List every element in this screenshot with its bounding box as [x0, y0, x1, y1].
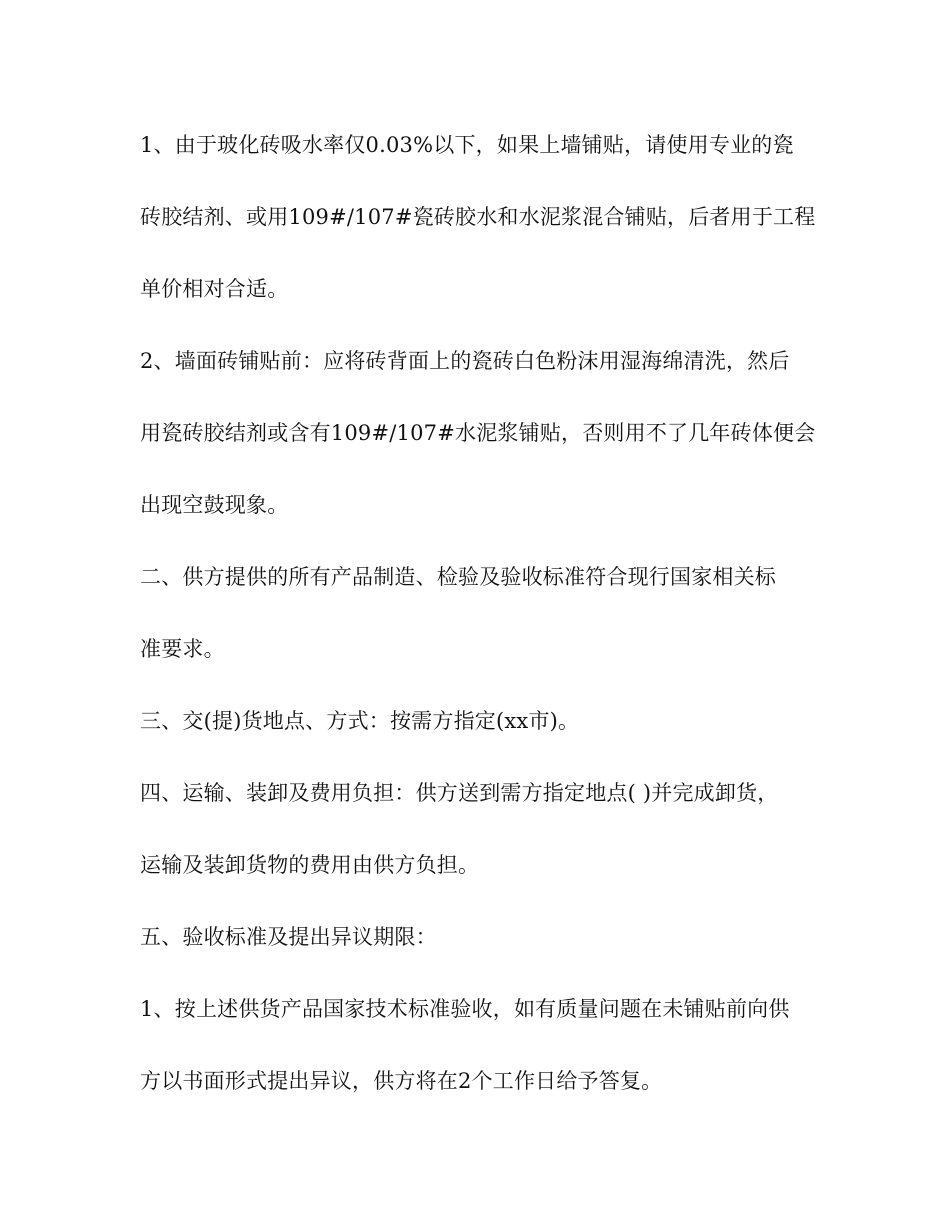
text-line: 三、交(提)货地点、方式：按需方指定(xx市)。	[140, 709, 580, 733]
text-line: 2、墙面砖铺贴前：应将砖背面上的瓷砖白色粉沫用湿海绵清洗，然后	[140, 349, 790, 373]
text-line: 方以书面形式提出异议，供方将在2个工作日给予答复。	[140, 1069, 663, 1093]
text-line: 四、运输、装卸及费用负担：供方送到需方指定地点( )并完成卸货，	[140, 781, 779, 805]
text-line: 运输及装卸货物的费用由供方负担。	[140, 853, 480, 877]
text-line: 单价相对合适。	[140, 277, 289, 301]
text-line: 出现空鼓现象。	[140, 493, 289, 517]
text-line: 砖胶结剂、或用109#/107#瓷砖胶水和水泥浆混合铺贴，后者用于工程	[140, 205, 816, 229]
text-line: 五、验收标准及提出异议期限：	[140, 925, 437, 949]
text-line: 准要求。	[140, 637, 225, 661]
text-line: 用瓷砖胶结剂或含有109#/107#水泥浆铺贴，否则用不了几年砖体便会	[140, 421, 816, 445]
text-line: 1、按上述供货产品国家技术标准验收，如有质量问题在未铺贴前向供	[140, 997, 790, 1021]
text-line: 1、由于玻化砖吸水率仅0.03%以下，如果上墙铺贴，请使用专业的瓷	[140, 133, 794, 157]
text-line: 二、供方提供的所有产品制造、检验及验收标准符合现行国家相关标	[140, 565, 776, 589]
